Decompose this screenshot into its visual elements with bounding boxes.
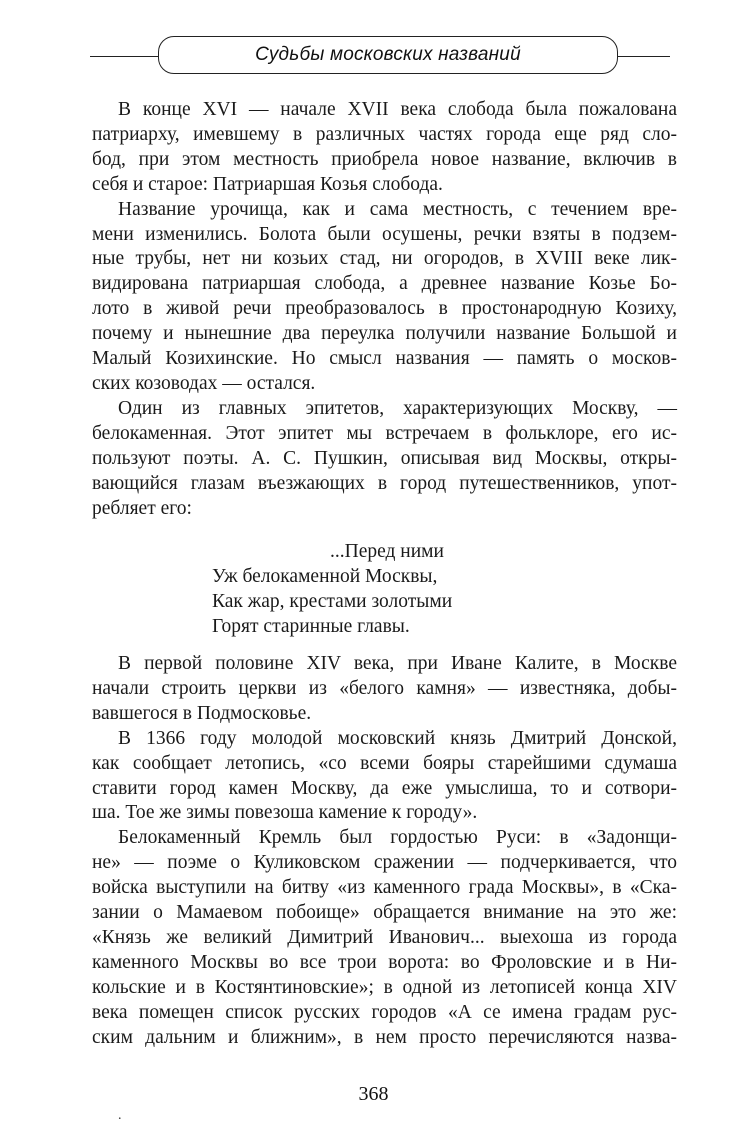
running-header [90,36,670,76]
header-title: Судьбы московских названий [255,44,521,65]
text-line: не» — поэме о Куликовском сражении — подчеркивается, что [92,852,677,874]
paragraph [92,98,677,198]
text-line: бод, при этом местность приобрела новое название, включив в [92,148,677,170]
body-text-bottom [92,652,677,1051]
text-line: начали строить церкви из «белого камня» — известняка, добы- [92,677,677,699]
text-line: Белокаменный Кремль был гордостью Руси: в «Задонщи- [118,827,677,849]
text-line: Один из главных эпитетов, характеризующих Москву, — [118,397,677,419]
text-line: войска выступили на битву «из каменного града Москвы», в «Ска- [92,877,677,899]
poem-line: Горят старинные главы. [212,615,410,637]
poem-line: Как жар, крестами золотыми [212,590,453,612]
text-line: вавшегося в Подмосковье. [92,702,312,724]
text-line: В 1366 году молодой московский князь Дмитрий Донской, [118,727,677,749]
text-line: ским дальним и ближним», в нем просто перечисляются назва- [92,1026,677,1048]
text-line: В первой половине XIV века, при Иване Калите, в Москве [118,653,677,674]
text-line: как сообщает летопись, «со всеми бояры старейшими сдумаша [92,752,677,774]
text-line: себя и старое: Патриаршая Козья слобода. [92,173,443,195]
paragraph [92,727,677,827]
page-number: 368 [358,1083,389,1105]
text-line: ских козоводах — остался. [92,372,316,394]
text-line: каменного Москвы во все трои ворота: во Фроловские и в Ни- [92,951,677,973]
text-line: ребляет его: [92,497,192,519]
text-line: зании о Мамаевом побоище» обращается внимание на это же: [92,902,677,924]
paragraph [92,826,677,1050]
poem-line: ...Перед ними [330,541,444,562]
paragraph [92,652,677,727]
paragraph [92,397,677,522]
poem-quote [212,540,452,640]
text-line: патриарху, имевшему в различных частях города еще ряд сло- [92,123,677,145]
text-line: В конце XVI — начале XVII века слобода была пожалована [118,99,677,120]
text-line: лото в живой речи преобразовалось в простонародную Козиху, [92,298,677,320]
text-line: «Князь же великий Димитрий Иванович... выехоша из города [92,926,677,948]
header-frame [158,36,618,74]
poem-line: Уж белокаменной Москвы, [212,565,438,587]
text-line: мени изменились. Болота были осушены, речки взяты в подзем- [92,223,677,245]
text-line: белокаменная. Этот эпитет мы встречаем в фольклоре, его ис- [92,422,677,444]
text-line: Название урочища, как и сама местность, с течением вре- [118,198,677,220]
text-line: ставити город камен Москву, да еже умыслиша, то и сотвори- [92,777,677,799]
header-rule-right [618,56,670,57]
text-line: кольские и в Костянтиновские»; в одной из летописей конца XIV [92,976,677,998]
text-line: ша. Тое же зимы повезоша камение к городу». [92,802,478,824]
header-rule-left [90,56,158,57]
text-line: ные трубы, нет ни козьих стад, ни огородов, в XVIII веке лик- [92,248,677,270]
text-line: Малый Козихинские. Но смысл названия — память о москов- [92,348,677,370]
text-line: вающийся глазам въезжающих в город путешественников, упот- [92,472,677,494]
text-line: почему и нынешние два переулка получили название Большой и [92,323,677,345]
text-line: пользуют поэты. А. С. Пушкин, описывая вид Москвы, откры- [92,447,677,469]
text-line: видирована патриаршая слобода, а древнее название Козье Бо- [92,273,677,295]
paragraph [92,198,677,397]
text-line: века помещен список русских городов «А се имена градам рус- [92,1001,677,1023]
body-text-top [92,98,677,521]
footer-mark: . [118,1108,122,1123]
